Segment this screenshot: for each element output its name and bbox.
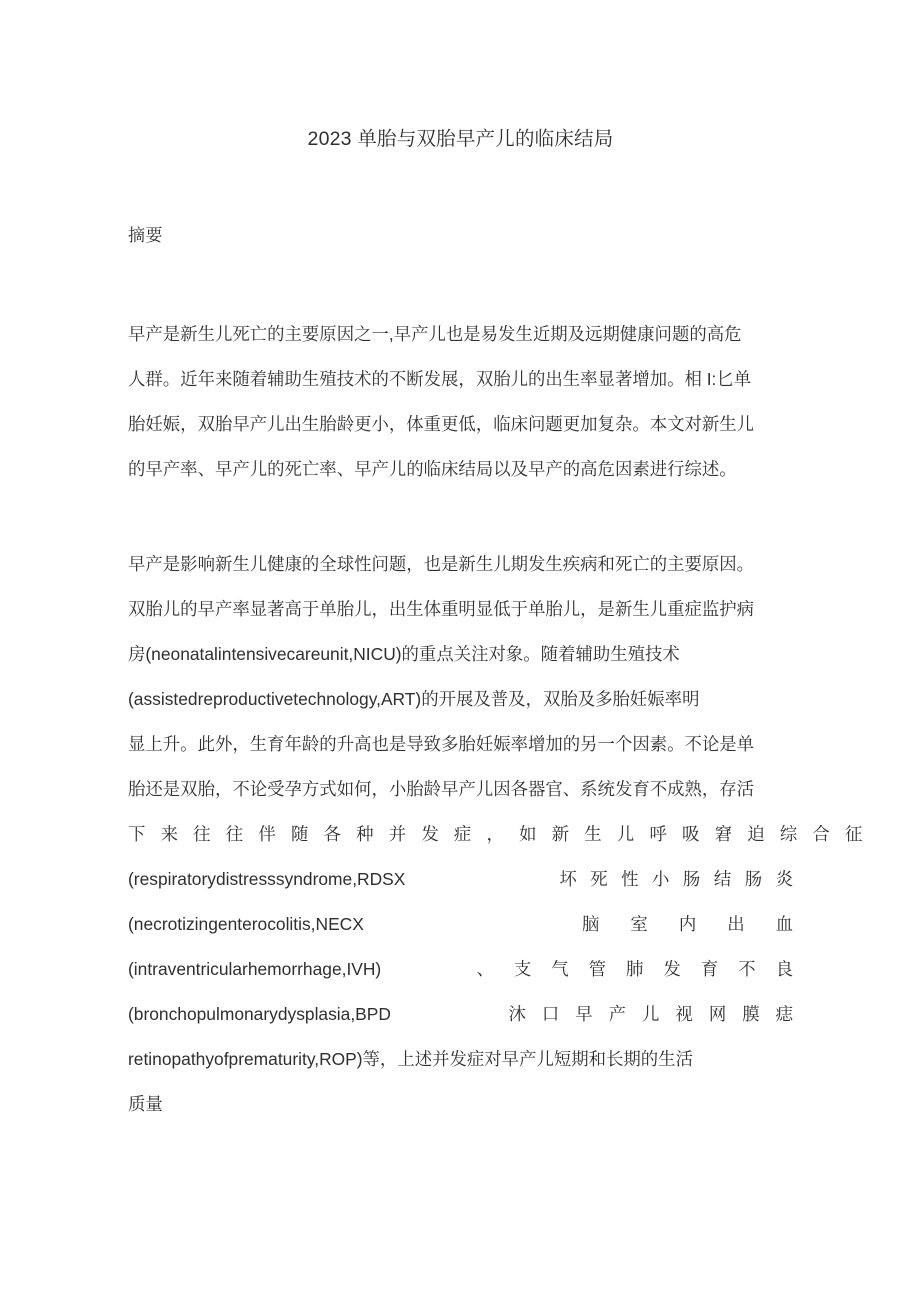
text-run: (intraventricularhemorrhage,IVH) [128,959,382,979]
text-line: 质量 [128,1094,163,1114]
text-run: 沐口早产儿视网膜痣 [508,1004,809,1024]
text-run: 坏死性小肠结肠炎 [559,869,807,889]
abstract-paragraph [128,312,793,492]
text-run: (bronchopulmonarydysplasia,BPD [128,1004,391,1024]
text-run: 脑室内出血 [582,914,824,934]
text-line [128,947,813,992]
text-line: 显上升。此外，生育年龄的升高也是导致多胎妊娠率增加的另一个因素。不论是单 [128,734,755,754]
text-run: 下来往往伴随各种并发症，如新生儿呼吸窘迫综合征 [128,824,878,844]
section-heading-abstract: 摘要 [128,226,163,245]
text-line: retinopathyofprematurity,ROP)等，上述并发症对早产儿短期和长期的生活 [128,1049,693,1069]
text-line [128,902,824,947]
text-line: 胎妊娠，双胎早产儿出生胎龄更小，体重更低，临床问题更加复杂。本文对新生儿 [128,414,755,434]
text-line: 早产是新生儿死亡的主要原因之一,早产儿也是易发生近期及远期健康问题的高危 [128,324,742,344]
text-line: 人群。近年来随着辅助生殖技术的不断发展，双胎儿的出生率显著增加。相 I:匕单 [128,369,752,389]
page-title: 2023 单胎与双胎早产儿的临床结局 [307,128,614,150]
introduction-paragraph [128,542,878,1127]
text-run: 、支气管肺发育不良 [476,959,813,979]
text-line [128,812,878,857]
text-line: 的早产率、早产儿的死亡率、早产儿的临床结局以及早产的高危因素进行综述。 [128,459,737,479]
text-line: 胎还是双胎，不论受孕方式如何，小胎龄早产儿因各器官、系统发育不成熟，存活 [128,779,755,799]
text-line: 房(neonatalintensivecareunit,NICU)的重点关注对象。随着辅助生殖技术 [128,644,680,664]
text-line: 早产是影响新生儿健康的全球性问题，也是新生儿期发生疾病和死亡的主要原因。 [128,554,755,574]
text-run: (respiratorydistresssyndrome,RDSX [128,869,406,889]
text-run: (necrotizingenterocolitis,NECX [128,914,364,934]
text-line: (assistedreproductivetechnology,ART)的开展及普及，双胎及多胎妊娠率明 [128,689,700,709]
text-line [128,992,809,1037]
text-line: 双胎儿的早产率显著高于单胎儿，出生体重明显低于单胎儿，是新生儿重症监护病 [128,599,755,619]
text-line [128,857,807,902]
